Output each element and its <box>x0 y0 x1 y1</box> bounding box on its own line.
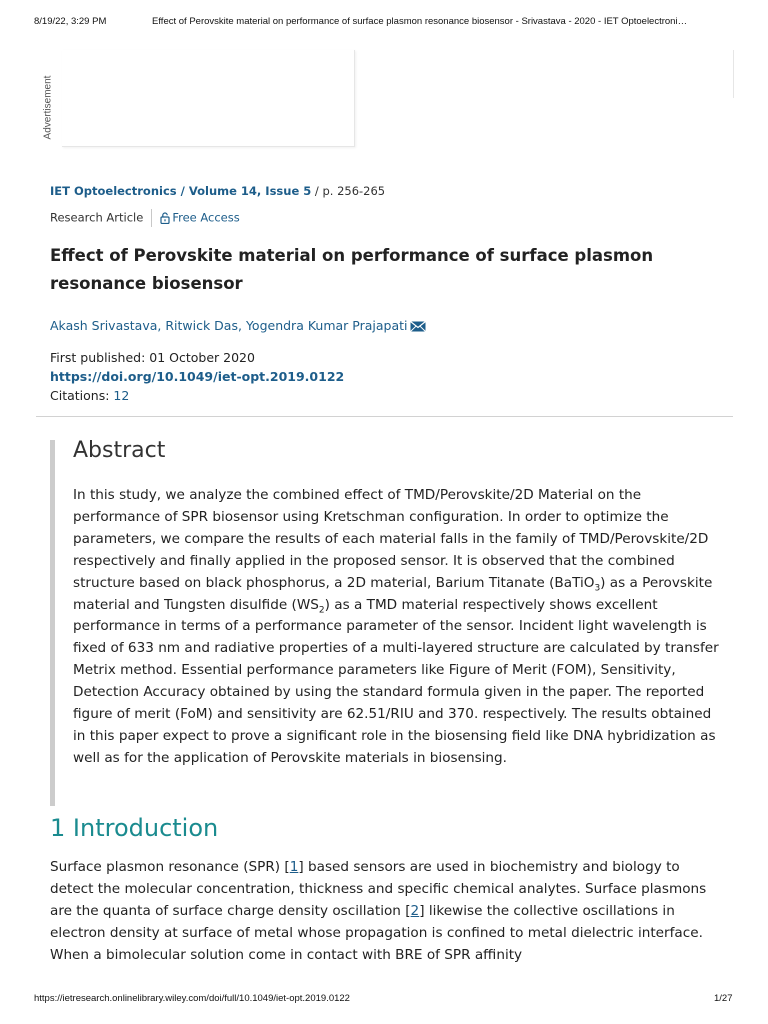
print-header <box>0 16 768 32</box>
doi-link[interactable]: https://doi.org/10.1049/iet-opt.2019.0122 <box>50 369 345 384</box>
email-envelope-icon[interactable] <box>410 321 426 332</box>
author-link[interactable]: Akash Srivastava, <box>50 318 162 333</box>
sidebar-edge <box>733 50 734 98</box>
abstract-text: In this study, we analyze the combined effect of TMD/Perovskite/2D Material on the performance of SPR biosensor using Kretschman configuration. In order to optimize the parameters, we compare the results of each material falls in the family of TMD/Perovskite/2D respectively and finally applied in the proposed sensor. It is observed that the combined structure based on black phosphorus, a 2D material, Barium Titanate (BaTiO$_3$) as a Perovskite material and Tungsten disulfide $(WS_2)$ as a TMD material respectively shows excellent performance in terms of a performance parameter of the sensor. Incident light wavelength is fixed of 633 nm and radiative properties of a multi-layered structure are calculated by transfer Metrix method. Essential performance parameters like Figure of Merit (FOM), Sensitivity, Detection Accuracy obtained by using the standard formula given in the paper. The reported figure of merit (FoM) and sensitivity are 62.51/RIU and 370. respectively. The results obtained in this paper expect to prove a significant role in the biosensing field like DNA hybridization as well as for the application of Perovskite materials in biosensing. <box>73 487 719 766</box>
publication-info <box>50 348 344 405</box>
citations: Citations: 12 <box>50 388 130 403</box>
citations-count-link[interactable]: 12 <box>113 388 130 403</box>
author-link[interactable]: Ritwick Das, <box>165 318 242 333</box>
article-meta-row <box>50 209 240 227</box>
article-title: Effect of Perovskite material on performance of surface plasmon resonance biosensor <box>50 246 654 293</box>
breadcrumb-pages: p. 256-265 <box>322 184 386 198</box>
print-date: 8/19/22, 3:29 PM <box>34 16 107 27</box>
introduction-text: Surface plasmon resonance (SPR) [1] based sensors are used in biochemistry and biology to detect the molecular concentration, thickness and specific chemical analytes. Surface plasmons are the quanta of surface charge density oscillation [2] likewise the collective oscillations in electron density at surface of metal whose propagation is confined to metal dielectric interface. When a bimolecular solution come in contact with BRE of SPR affinity <box>50 859 707 963</box>
print-page-title: Effect of Perovskite material on performance of surface plasmon resonance biosensor - Srivastava - 2020 - IET Optoelectroni… <box>152 16 688 27</box>
free-access-badge: Free Access <box>172 210 240 225</box>
breadcrumb <box>50 184 385 198</box>
print-url: https://ietresearch.onlinelibrary.wiley.com/doi/full/10.1049/iet-opt.2019.0122 <box>34 993 350 1004</box>
breadcrumb-journal-link[interactable]: IET Optoelectronics <box>50 184 177 198</box>
advertisement-slot[interactable] <box>62 50 355 147</box>
author-list <box>50 318 426 333</box>
meta-divider <box>151 209 152 227</box>
breadcrumb-issue-link[interactable]: Volume 14, Issue 5 <box>188 184 312 198</box>
abstract-heading: Abstract <box>73 438 166 463</box>
introduction-heading: 1 Introduction <box>50 814 219 842</box>
print-page-number: 1/27 <box>714 993 733 1004</box>
breadcrumb-separator: / <box>176 184 189 198</box>
reference-link[interactable]: 1 <box>289 859 299 875</box>
section-divider <box>36 416 733 417</box>
breadcrumb-separator: / <box>311 184 323 198</box>
advertisement-label: Advertisement <box>42 75 54 140</box>
unlock-icon <box>160 212 170 224</box>
article-type: Research Article <box>50 210 144 225</box>
reference-link[interactable]: 2 <box>410 902 420 919</box>
author-link[interactable]: Yogendra Kumar Prajapati <box>245 318 408 333</box>
first-published: First published: 01 October 2020 <box>50 350 255 365</box>
abstract-accent-bar <box>50 440 55 806</box>
